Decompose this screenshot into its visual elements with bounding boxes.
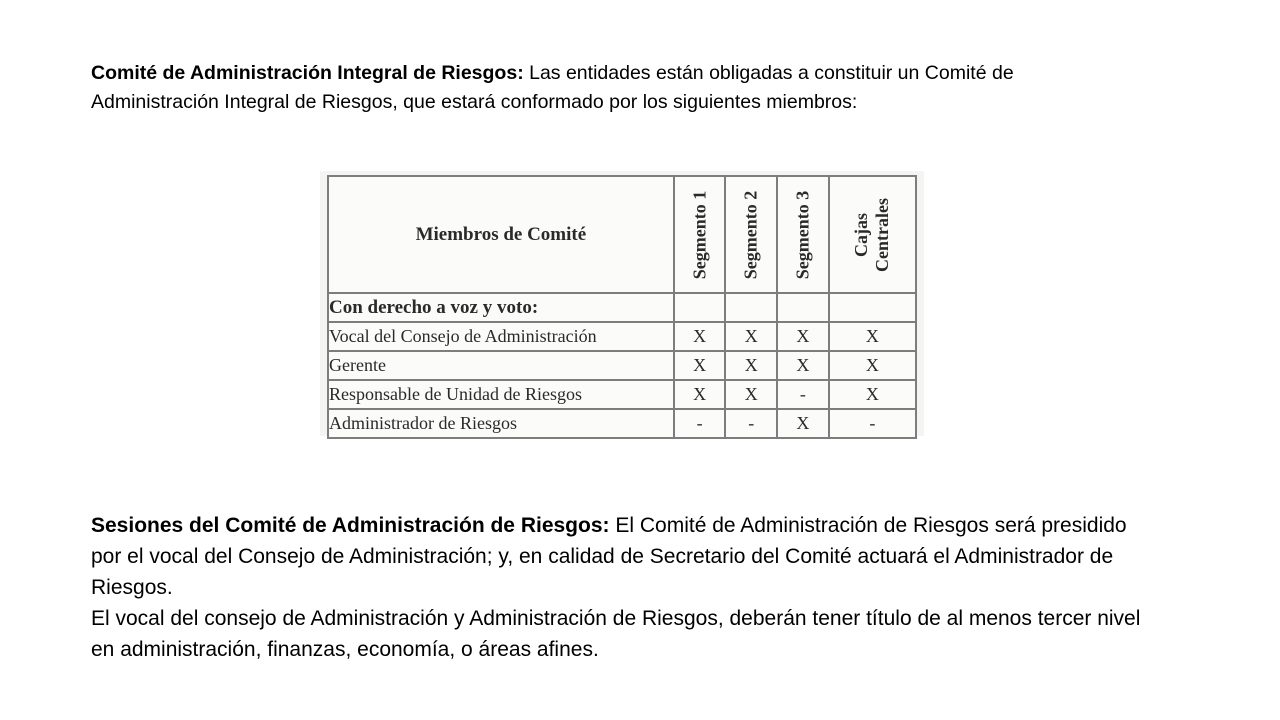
column-header-segmento-1 (674, 176, 726, 293)
table-cell: X (725, 322, 777, 351)
table-cell: X (777, 322, 829, 351)
table-cell: X (829, 351, 916, 380)
member-name: Vocal del Consejo de Administración (328, 322, 674, 351)
table-cell: X (725, 351, 777, 380)
table-cell (674, 293, 726, 322)
sessions-paragraph (91, 510, 1151, 603)
table-cell: X (777, 409, 829, 438)
table-cell: - (829, 409, 916, 438)
table-row (328, 351, 916, 380)
table-cell (829, 293, 916, 322)
column-label: Segmento 3 (792, 190, 813, 279)
table-cell: X (829, 322, 916, 351)
table-cell: X (674, 380, 726, 409)
table-row (328, 322, 916, 351)
table-cell (777, 293, 829, 322)
section-label: Con derecho a voz y voto: (328, 293, 674, 322)
column-header-segmento-2 (725, 176, 777, 293)
sessions-text: El Comité de Administración de Riesgos será presidido por el vocal del Consejo de Administración; y, en calidad de Secretario del Comité actuará el Administrador de Riesgos. (91, 514, 1127, 599)
member-name: Responsable de Unidad de Riesgos (328, 380, 674, 409)
table-cell: X (725, 380, 777, 409)
table-section-row (328, 293, 916, 322)
table-cell: X (829, 380, 916, 409)
sessions-lead: Sesiones del Comité de Administración de Riesgos: (91, 514, 610, 537)
table-cell: X (674, 351, 726, 380)
intro-text: Las entidades están obligadas a constituir un Comité de Administración Integral de Riesgos, que estará conformado por los siguientes miembros: (91, 62, 1014, 113)
column-header-cajas-centrales (829, 176, 916, 293)
member-name: Administrador de Riesgos (328, 409, 674, 438)
table-cell (725, 293, 777, 322)
column-label: Segmento 2 (740, 190, 761, 279)
column-header-segmento-3 (777, 176, 829, 293)
intro-lead: Comité de Administración Integral de Riesgos: (91, 62, 524, 84)
column-label: Segmento 1 (689, 190, 710, 279)
table-cell: X (674, 322, 726, 351)
table-cell: - (725, 409, 777, 438)
table-cell: - (777, 380, 829, 409)
committee-members-table (327, 175, 917, 439)
table-row (328, 409, 916, 438)
table-title: Miembros de Comité (328, 176, 674, 293)
table-cell: - (674, 409, 726, 438)
column-label: Cajas Centrales (851, 197, 893, 272)
table-row (328, 380, 916, 409)
member-name: Gerente (328, 351, 674, 380)
table-cell: X (777, 351, 829, 380)
intro-paragraph (91, 59, 1101, 117)
requirement-paragraph: El vocal del consejo de Administración y Administración de Riesgos, deberán tener título de al menos tercer nivel en administración, finanzas, economía, o áreas afines. (91, 607, 1141, 661)
table-header-row (328, 176, 916, 293)
